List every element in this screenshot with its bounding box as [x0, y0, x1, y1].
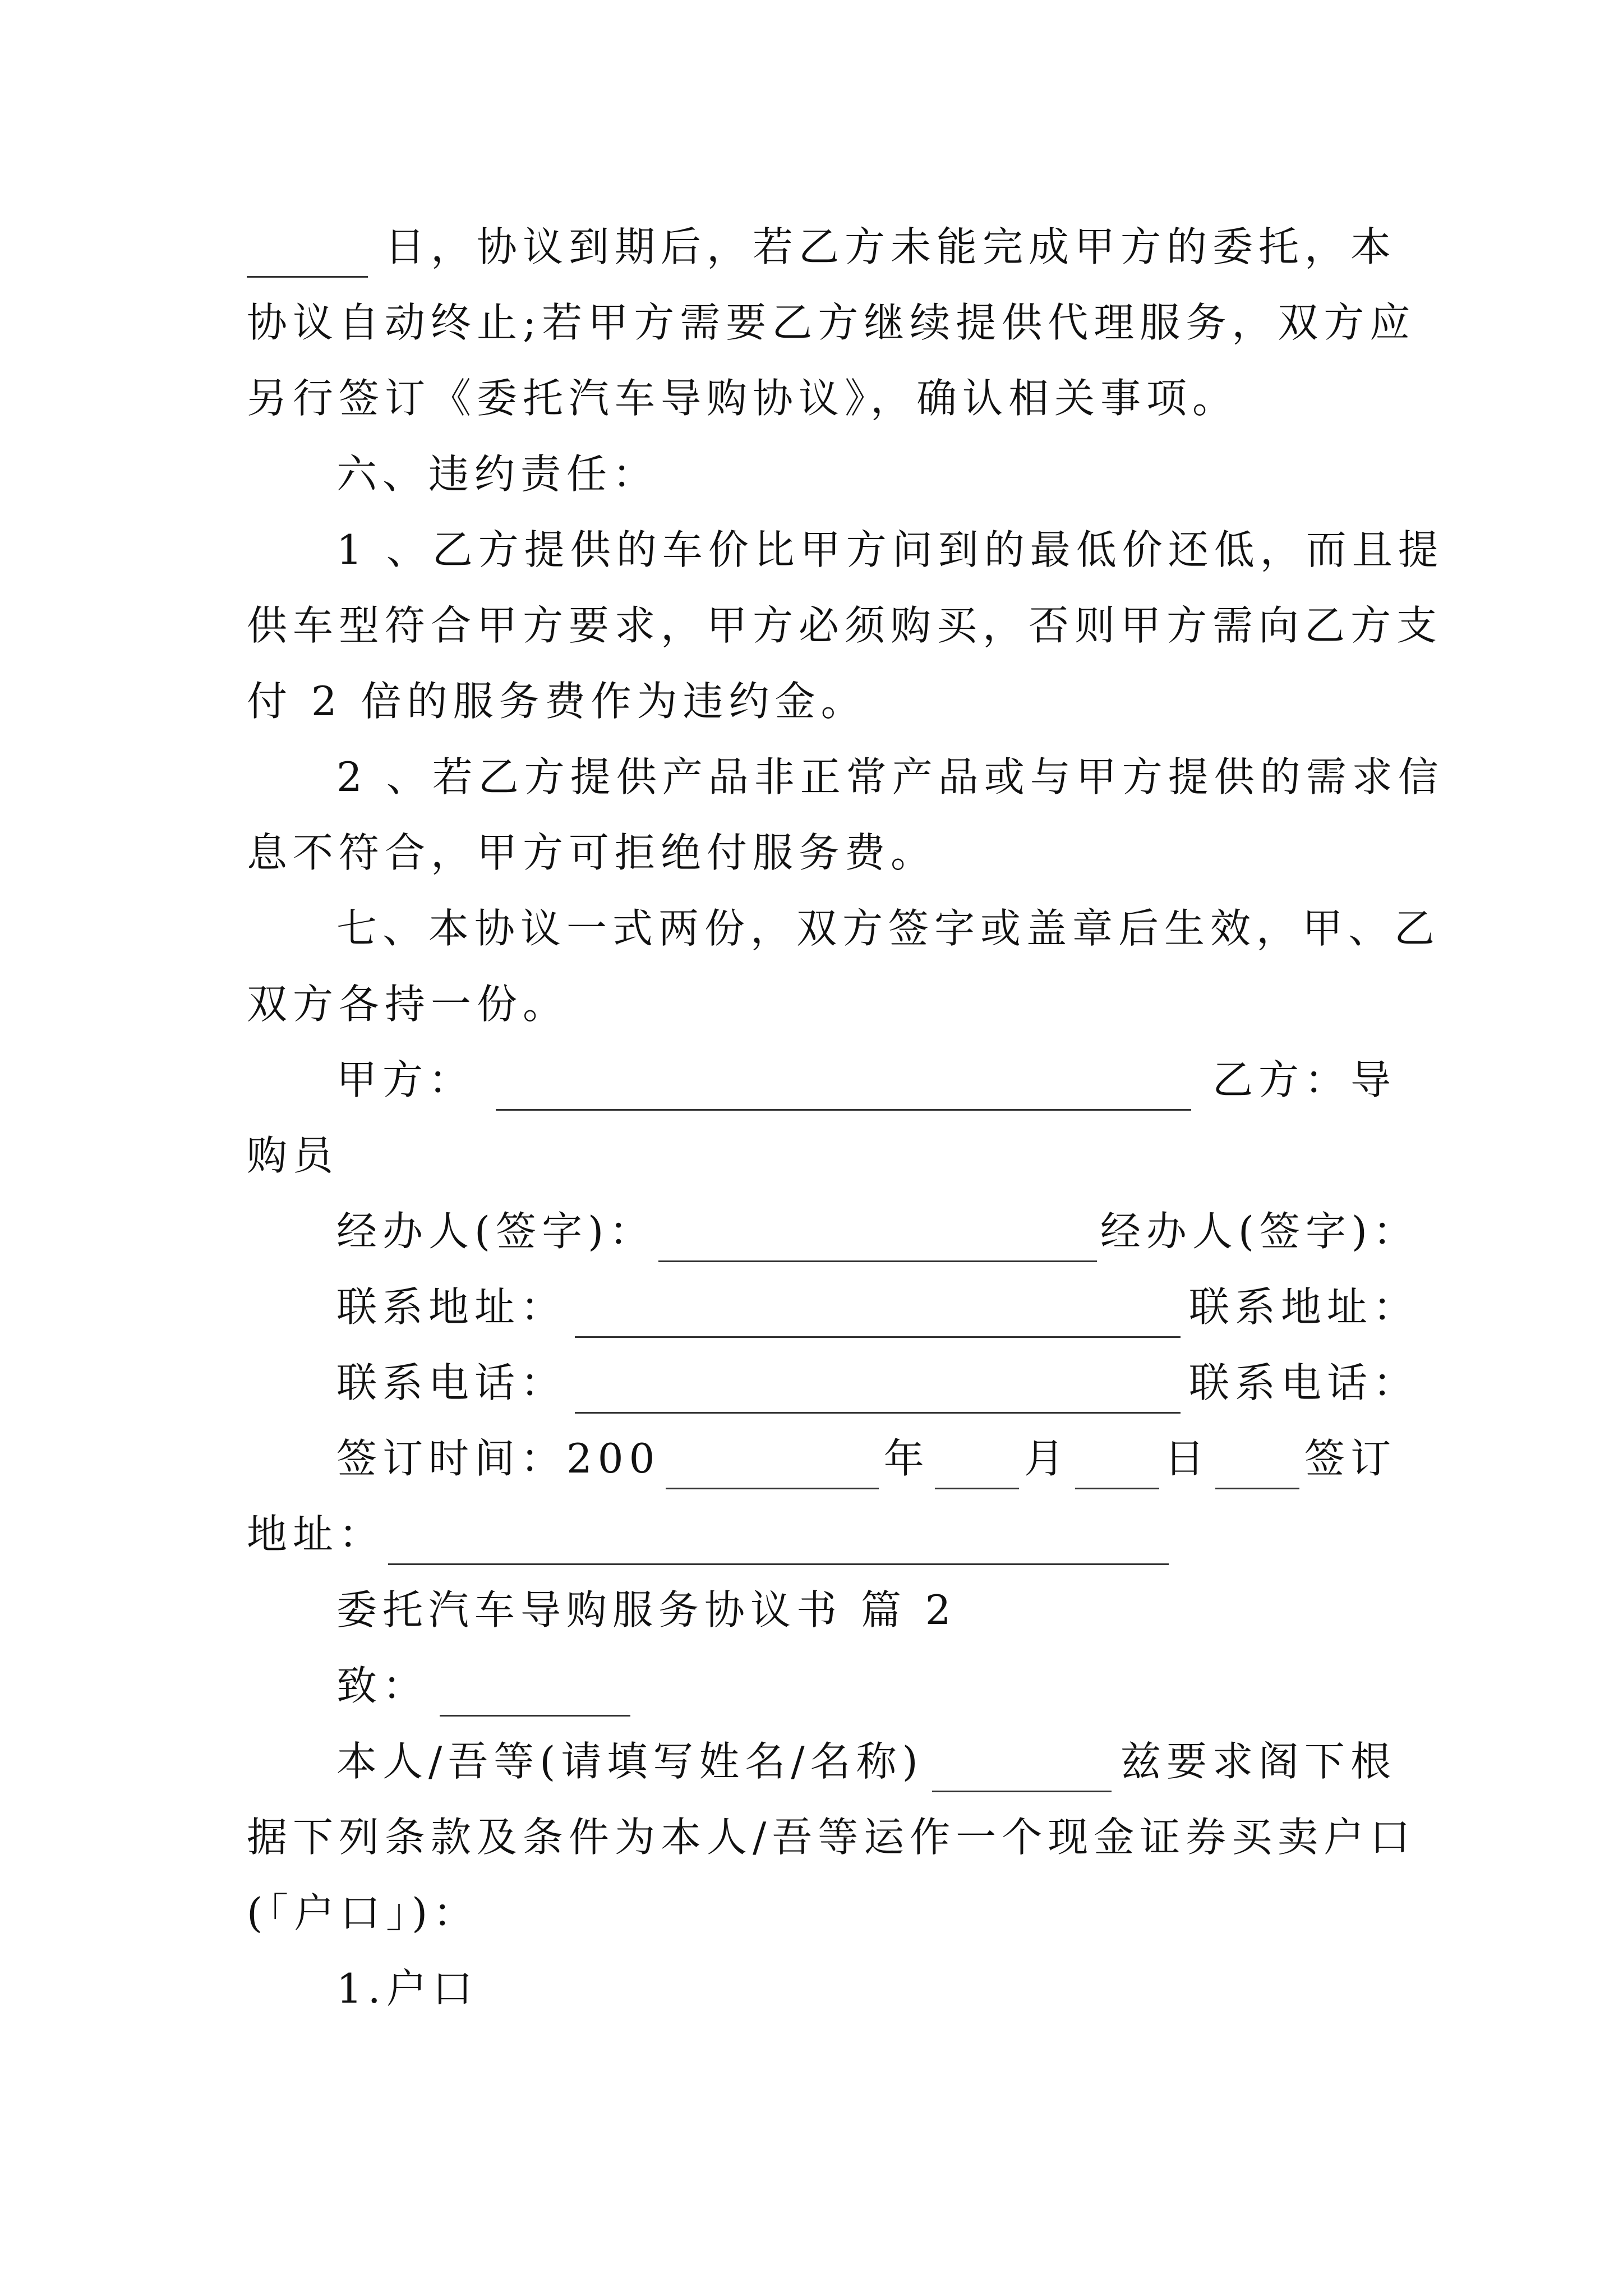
to-label: 致：	[336, 1662, 429, 1709]
signature-row-agent	[336, 1200, 1419, 1262]
paragraph-line: 七、本协议一式两份，双方签字或盖章后生效，甲、乙	[336, 905, 1441, 952]
phone-a-blank	[575, 1376, 1181, 1414]
place-label: 签订	[1304, 1435, 1396, 1482]
paragraph-line: 双方各持一份。	[247, 981, 569, 1028]
paragraph-line: 1 、乙方提供的车价比甲方问到的最低价还低，而且提	[336, 526, 1444, 573]
address-a-blank	[575, 1300, 1181, 1338]
party-b-label: 乙方：导	[1212, 1056, 1396, 1103]
day-label: 日	[1164, 1435, 1210, 1482]
address-b-label: 联系地址：	[1188, 1283, 1419, 1331]
paragraph-line: (「户口」)：	[247, 1889, 479, 1936]
paragraph-line: 协议自动终止;若甲方需要乙方继续提供代理服务，双方应	[247, 299, 1416, 346]
party-a-blank	[496, 1073, 1191, 1111]
signature-row-date	[336, 1428, 1396, 1489]
fill-blank	[247, 240, 368, 278]
section-heading: 六、违约责任：	[336, 450, 659, 498]
year-label: 年	[883, 1435, 930, 1482]
phone-b-label: 联系电话：	[1188, 1359, 1419, 1406]
party-a-label: 甲方：	[336, 1056, 475, 1103]
signature-row-address	[336, 1276, 1419, 1338]
to-line	[336, 1655, 1396, 1717]
text-line: 日，协议到期后，若乙方未能完成甲方的委托，本	[384, 223, 1396, 270]
month-label: 月	[1023, 1435, 1070, 1482]
text-segment: 本人/吾等(请填写姓名/名称)	[336, 1738, 924, 1785]
section-title: 委托汽车导购服务协议书 篇 2	[336, 1586, 957, 1634]
day-blank	[1075, 1452, 1159, 1489]
place-label-cont: 地址：	[247, 1511, 385, 1558]
date-label: 签订时间：200	[336, 1435, 661, 1482]
address-a-label: 联系地址：	[336, 1283, 567, 1331]
paragraph-line	[247, 216, 1396, 278]
paragraph-line: 息不符合，甲方可拒绝付服务费。	[247, 829, 937, 876]
paragraph-line	[336, 1731, 1396, 1792]
to-blank	[440, 1679, 630, 1717]
paragraph-line: 据下列条款及条件为本人/吾等运作一个现金证券买卖户口	[247, 1814, 1416, 1861]
name-blank	[932, 1755, 1112, 1792]
paragraph-line: 付 2 倍的服务费作为违约金。	[247, 678, 867, 725]
agent-b-label: 经办人(签字)：	[1100, 1208, 1419, 1255]
paragraph-line: 另行签订《委托汽车导购协议》，确认相关事项。	[247, 375, 1239, 422]
place-address-blank	[388, 1527, 1169, 1565]
signature-row-party	[336, 1049, 1396, 1111]
agent-a-blank	[658, 1225, 1097, 1262]
text-segment: 兹要求阁下根	[1120, 1738, 1396, 1785]
list-item: 1.户口	[336, 1965, 478, 2012]
place-blank	[1215, 1452, 1299, 1489]
agent-a-label: 经办人(签字)：	[336, 1208, 656, 1255]
phone-a-label: 联系电话：	[336, 1359, 567, 1406]
party-b-label-cont: 购员	[247, 1132, 339, 1179]
year-blank	[666, 1452, 879, 1489]
paragraph-line: 供车型符合甲方要求，甲方必须购买，否则甲方需向乙方支	[247, 602, 1443, 649]
signature-row-place	[247, 1503, 1172, 1565]
month-blank	[935, 1452, 1019, 1489]
signature-row-phone	[336, 1352, 1419, 1414]
paragraph-line: 2 、若乙方提供产品非正常产品或与甲方提供的需求信	[336, 753, 1444, 800]
